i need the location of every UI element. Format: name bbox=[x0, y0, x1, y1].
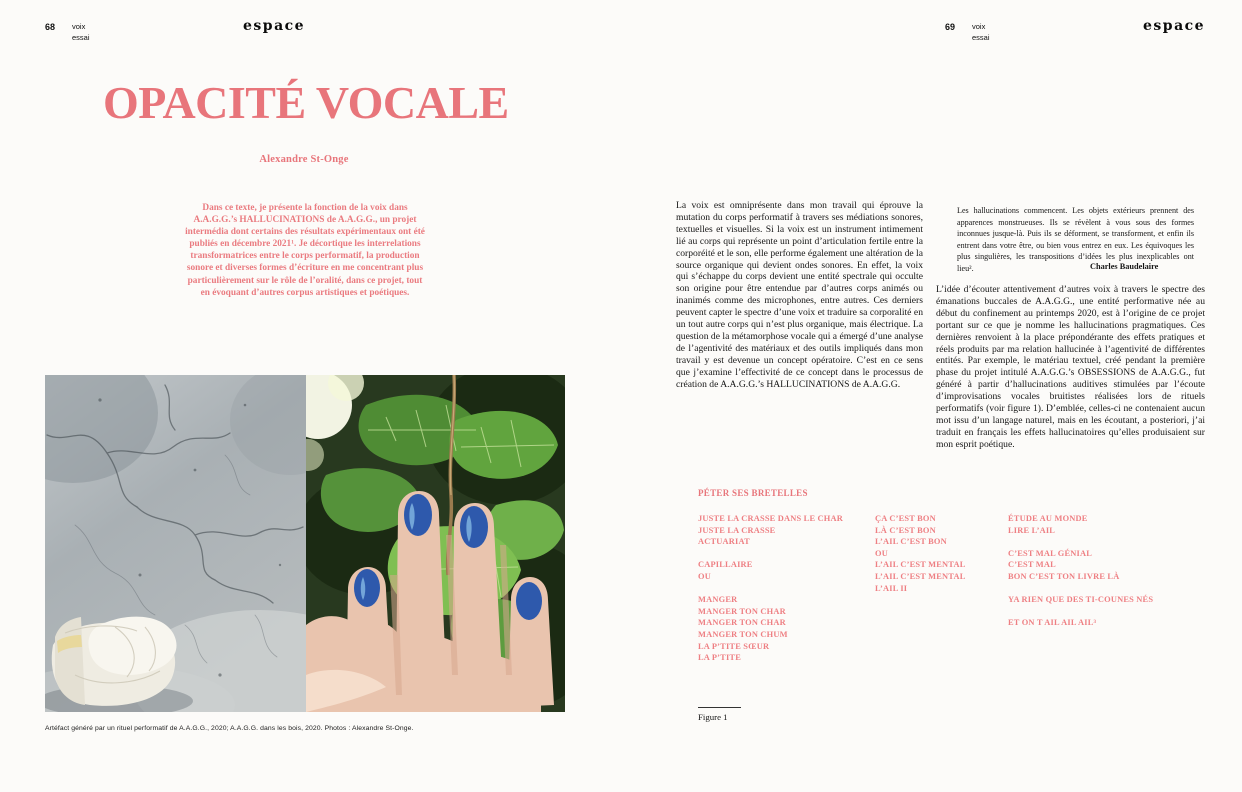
lyric-line: JUSTE LA CRASSE DANS LE CHAR bbox=[698, 514, 843, 523]
body-column-2: L’idée d’écouter attentivement d’autres voix à travers le spectre des émanations buccales de A.A.G.G., une entité performative née au début du confinement au printemps 2020, est à l’origine de ce projet portant sur ce que je nomme les hallucinations pragmatiques. Ces dernières renvoient à la place prépondérante des effets pratiques et réels produits par ma relation hallucinée à l’agentivité de différentes entités. Par exemple, le matériau textuel, créé pendant la première phase du projet intitulé A.A.G.G.’s OBSESSIONS de A.A.G.G., fut généré à partir d’hallucinations auditives stimulées par l’écoute d’improvisations vocales bruitistes réalisées lors de rituels performatifs (voir figure 1). D’emblée, celles-ci ne contenaient aucun mot issu d’un langage naturel, mais en les écoutant, a posteriori, j’ai traduit en français les effets hallucinatoires qu’elles produisaient sur mon esprit poétique. bbox=[936, 284, 1205, 450]
lyric-line: LIRE L’AIL bbox=[1008, 525, 1056, 535]
lyric-line bbox=[698, 583, 878, 595]
lyric-line: LÀ C’EST BON bbox=[875, 525, 936, 535]
lyrics-column-3 bbox=[1008, 513, 1193, 629]
article-author: Alexandre St-Onge bbox=[259, 154, 349, 165]
magazine-logo-right: espace bbox=[1143, 18, 1206, 34]
lyric-line bbox=[1008, 583, 1193, 595]
lyric-line: MANGER TON CHUM bbox=[698, 629, 788, 639]
running-head-subsection: essai bbox=[972, 32, 990, 42]
lyric-line: MANGER bbox=[698, 595, 738, 605]
lyric-line: C’EST MAL bbox=[1008, 560, 1056, 570]
running-head-subsection: essai bbox=[72, 32, 90, 42]
lyric-line bbox=[698, 548, 878, 560]
lyric-line: JUSTE LA CRASSE bbox=[698, 525, 776, 535]
lyric-line: LA P’TITE bbox=[698, 653, 741, 663]
lyric-line: C’EST MAL GÉNIAL bbox=[1008, 548, 1093, 558]
running-head-left bbox=[72, 22, 90, 43]
leaves-photo-illustration bbox=[306, 375, 565, 712]
lyrics-column-2 bbox=[875, 513, 1010, 594]
running-head-section: voix bbox=[972, 22, 986, 31]
lyric-line: OU bbox=[875, 548, 888, 558]
fabric-bundle bbox=[45, 617, 193, 712]
baudelaire-quote: Les hallucinations commencent. Les objets extérieurs prennent des apparences monstrueuses. Ils se révèlent à vous sous des formes inconnues jusque-là. Puis ils se déforment, se transforment, et enfin ils entrent dans votre être, ou bien vous entrez en eux. Les équivoques les plus singulières, les transpositions d’idées les plus inexplicables ont lieu². bbox=[957, 206, 1194, 273]
lyric-line: BON C’EST TON LIVRE LÀ bbox=[1008, 571, 1120, 581]
lyric-line: MANGER TON CHAR bbox=[698, 606, 786, 616]
photo-hand-leaves bbox=[306, 375, 565, 712]
lyric-line: ET ON T AIL AIL AIL³ bbox=[1008, 618, 1097, 628]
lyric-line: L’AIL C’EST MENTAL bbox=[875, 571, 966, 581]
lyric-line bbox=[1008, 606, 1193, 618]
lyrics-section-title: PÉTER SES BRETELLES bbox=[698, 488, 808, 498]
lyrics-column-1 bbox=[698, 513, 878, 664]
lyric-line: ACTUARIAT bbox=[698, 537, 750, 547]
lyric-line: ÉTUDE AU MONDE bbox=[1008, 514, 1088, 523]
article-title: OPACITÉ VOCALE bbox=[103, 77, 509, 128]
lyric-line bbox=[1008, 536, 1193, 548]
lyric-line: LA P’TITE SŒUR bbox=[698, 641, 770, 651]
lyric-line: YA RIEN QUE DES TI-COUNES NÉS bbox=[1008, 595, 1154, 605]
figure-rule bbox=[698, 707, 741, 708]
figure-label: Figure 1 bbox=[698, 712, 728, 722]
marble-photo-illustration bbox=[45, 375, 306, 712]
page-number-right: 69 bbox=[945, 22, 956, 32]
running-head-right bbox=[972, 22, 990, 43]
lyric-line: L’AIL C’EST MENTAL bbox=[875, 560, 966, 570]
quote-attribution: Charles Baudelaire bbox=[1090, 262, 1159, 271]
page-number-left: 68 bbox=[45, 22, 56, 32]
lyric-line: ÇA C’EST BON bbox=[875, 514, 936, 523]
lyric-line: OU bbox=[698, 571, 711, 581]
lyric-line: CAPILLAIRE bbox=[698, 560, 753, 570]
body-column-1: La voix est omniprésente dans mon travail qui éprouve la mutation du corps performatif à travers ses médiations sonores, textuelles et visuelles. Si la voix est un instrument intimement lié au corps qui représente un point d’articulation fertile entre la corporéité et le son, elle performe également une altération de la source organique qui devient ondes sonores. En effet, la voix qui s’échappe du corps devient une entité spectrale qui occulte son origine pour être entendue par d’autres corps animés ou inanimés comme des microphones, entre autres. Ces derniers peuvent capter le spectre d’une voix et traduire sa corporalité en un tout autre corps qui n’est plus organique, mais électrique. La question de la métamorphose vocale qui a émergé d’une analyse de l’agentivité des matériaux et des outils impliqués dans mon travail y est devenue un concept opératoire. C’est en ce sens que j’examine l’effectivité de ce concept dans le processus de création de A.A.G.G.’s HALLUCINATIONS de A.A.G.G. bbox=[676, 200, 923, 390]
running-head-section: voix bbox=[72, 22, 86, 31]
article-intro: Dans ce texte, je présente la fonction de la voix dans A.A.G.G.’s HALLUCINATIONS de A.A.G.G., un projet intermédia dont certains des résultats expérimentaux ont été publiés en décembre 2021¹. Je décortique les interrelations transformatrices entre le corps performatif, la production sonore et diverses formes d’écriture en me concentrant plus particulièrement sur le rôle de l’oralité, dans ce projet, tout en évoquant d’autres corpus artistiques et poétiques. bbox=[185, 203, 425, 298]
photo-marble-artefact bbox=[45, 375, 306, 712]
lyric-line: L’AIL C’EST BON bbox=[875, 537, 947, 547]
lyric-line: L’AIL II bbox=[875, 583, 908, 593]
lyric-line: MANGER TON CHAR bbox=[698, 618, 786, 628]
photo-caption: Artéfact généré par un rituel performatif de A.A.G.G., 2020; A.A.G.G. dans les bois, 2020. Photos : Alexandre St-Onge. bbox=[45, 725, 414, 732]
magazine-logo-left: espace bbox=[243, 18, 306, 34]
